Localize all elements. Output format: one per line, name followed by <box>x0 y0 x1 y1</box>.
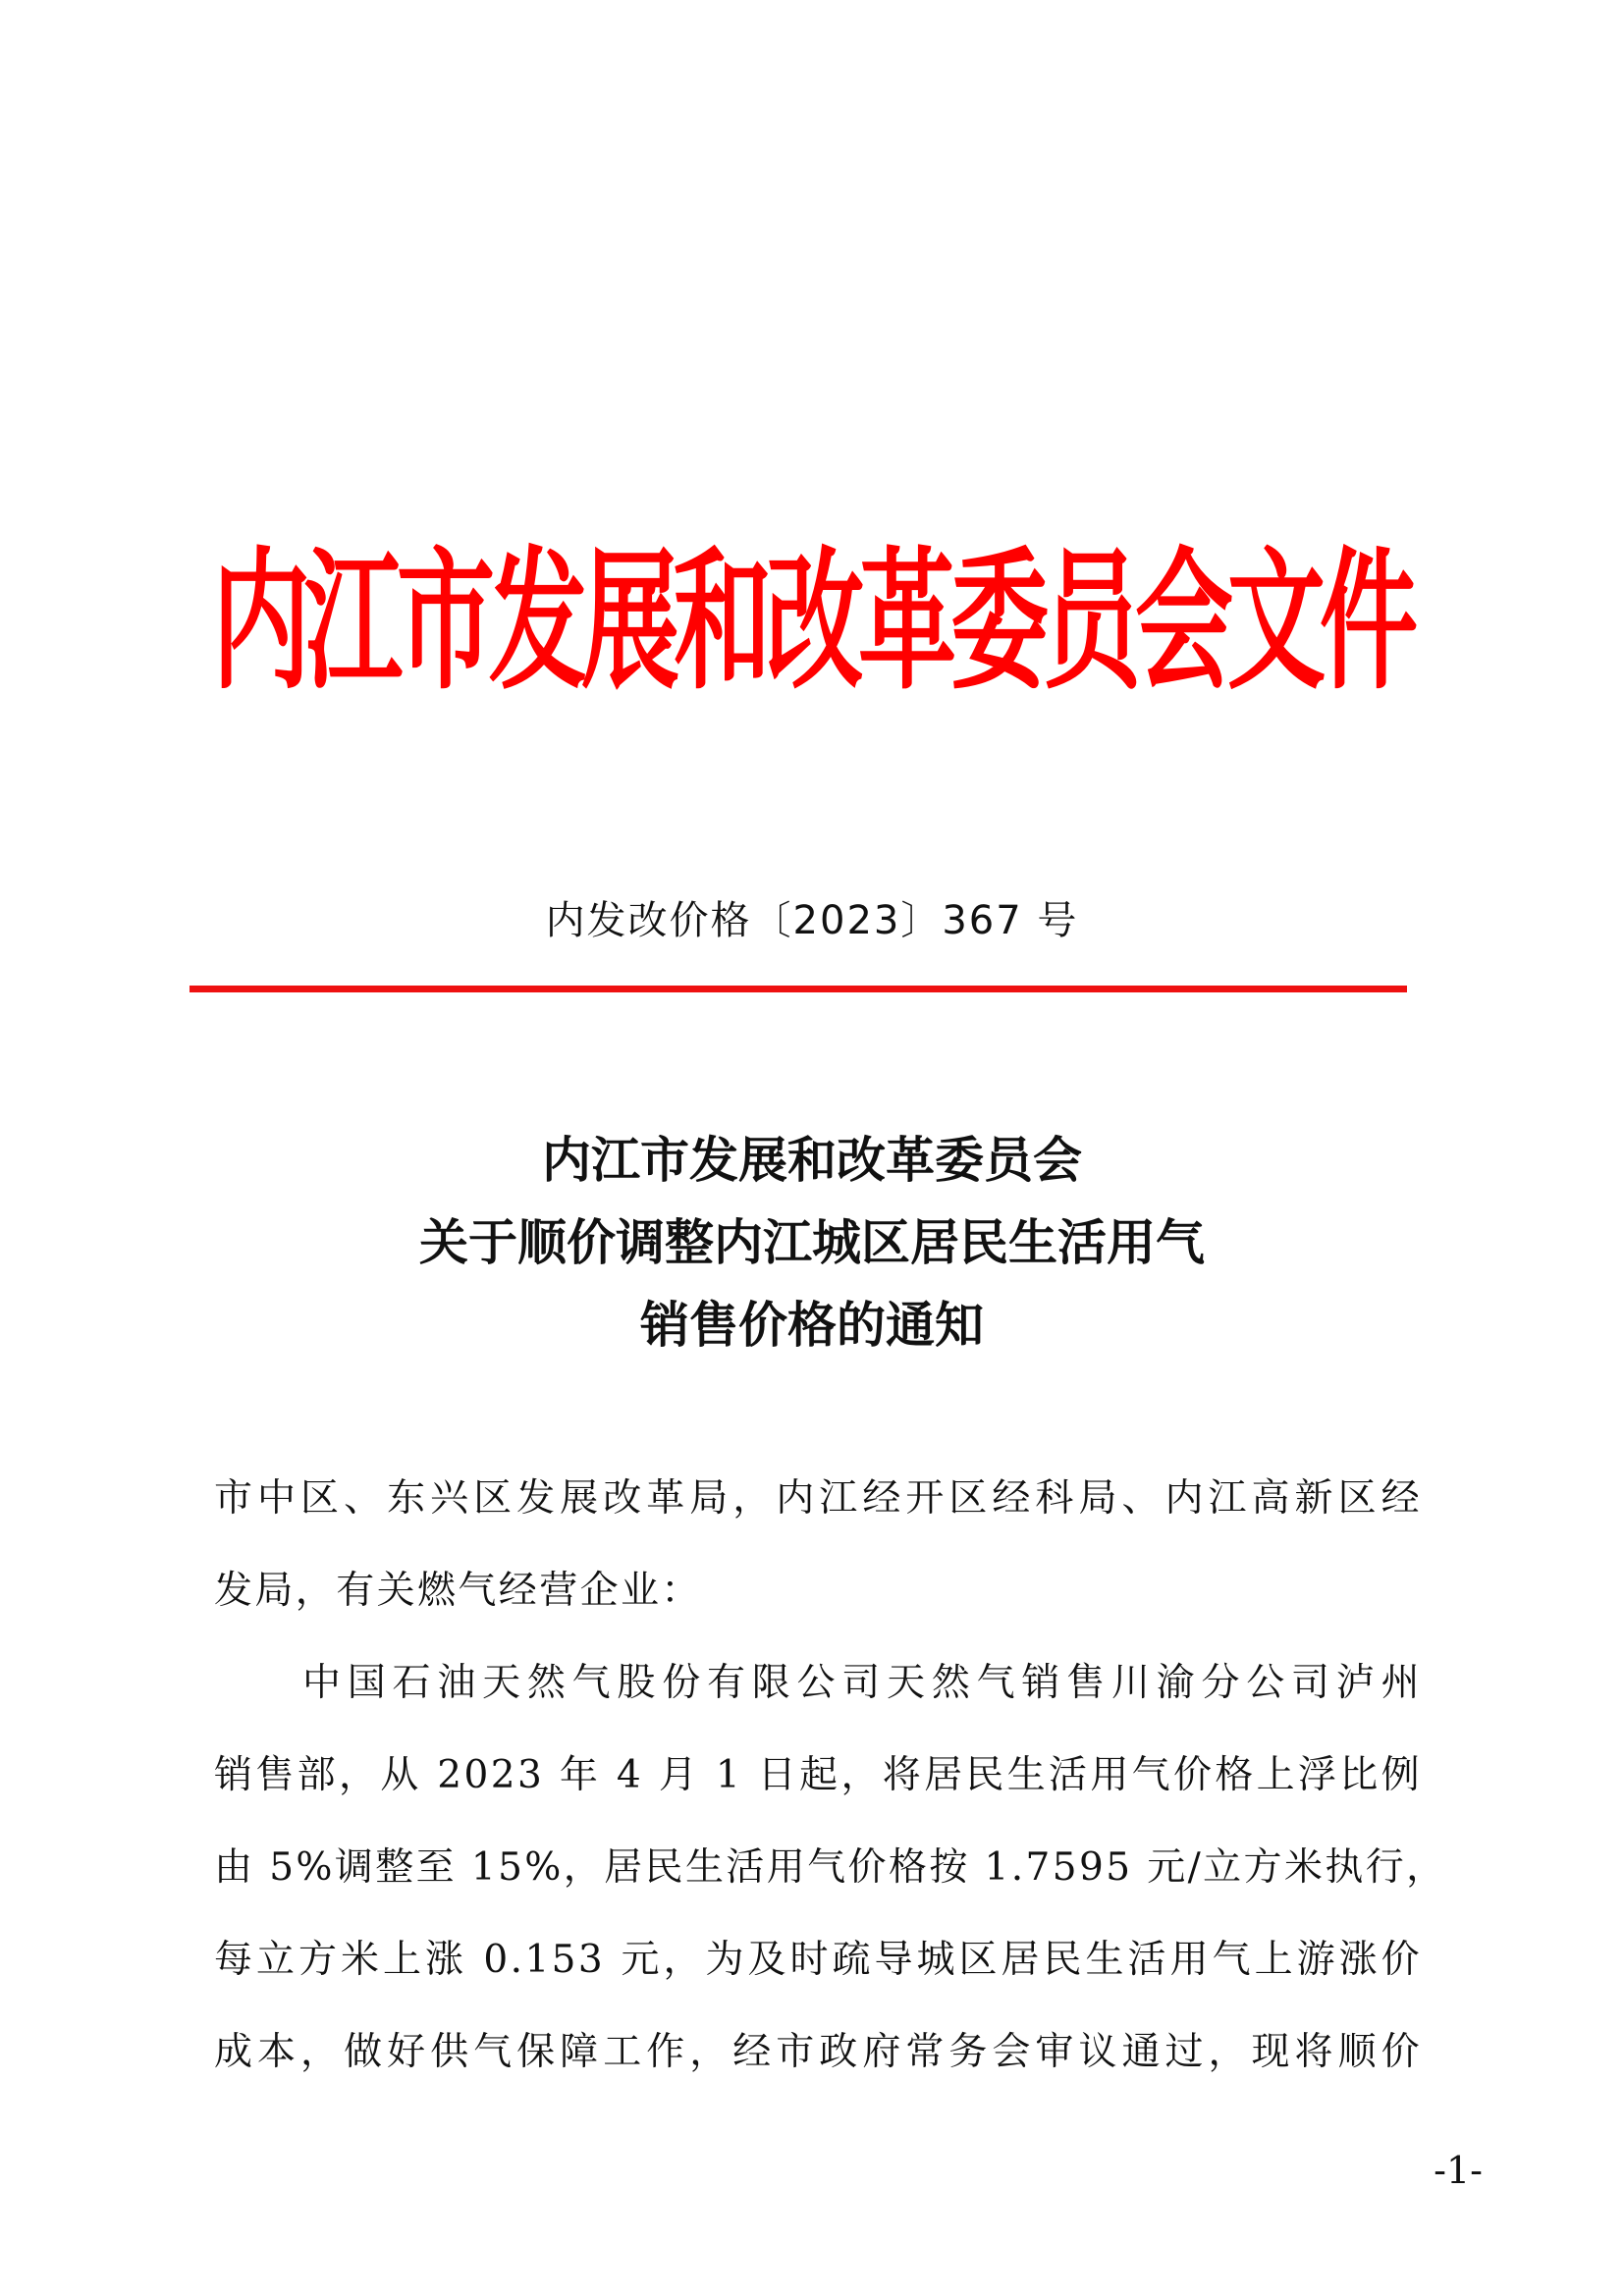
notice-title-line-1: 内江市发展和改革委员会 <box>542 1131 1082 1189</box>
body-line-2: 销售部，从 2023 年 4 月 1 日起，将居民生活用气价格上浮比例 <box>214 1753 1422 1797</box>
addressee-line-2: 发局，有关燃气经营企业： <box>214 1569 702 1613</box>
document-header-title: 内江市发展和改革委员会文件 <box>212 531 1412 711</box>
notice-title <box>0 1119 1624 1366</box>
body-line-3: 由 5%调整至 15%，居民生活用气价格按 1.7595 元/立方米执行， <box>214 1845 1447 1890</box>
red-separator-line <box>189 986 1407 992</box>
body-line-1: 中国石油天然气股份有限公司天然气销售川渝分公司泸州 <box>302 1661 1422 1705</box>
addressee-line-1: 市中区、东兴区发展改革局，内江经开区经科局、内江高新区经 <box>214 1476 1422 1521</box>
document-number: 内发改价格〔2023〕367 号 <box>545 898 1079 943</box>
notice-title-line-2: 关于顺价调整内江城区居民生活用气 <box>419 1213 1205 1271</box>
body-line-5: 成本，做好供气保障工作，经市政府常务会审议通过，现将顺价 <box>214 2030 1422 2074</box>
document-body <box>214 1453 1447 2099</box>
page-number: -1- <box>1434 2149 1483 2192</box>
notice-title-line-3: 销售价格的通知 <box>640 1296 984 1354</box>
body-line-4: 每立方米上涨 0.153 元，为及时疏导城区居民生活用气上游涨价 <box>214 1938 1422 1982</box>
